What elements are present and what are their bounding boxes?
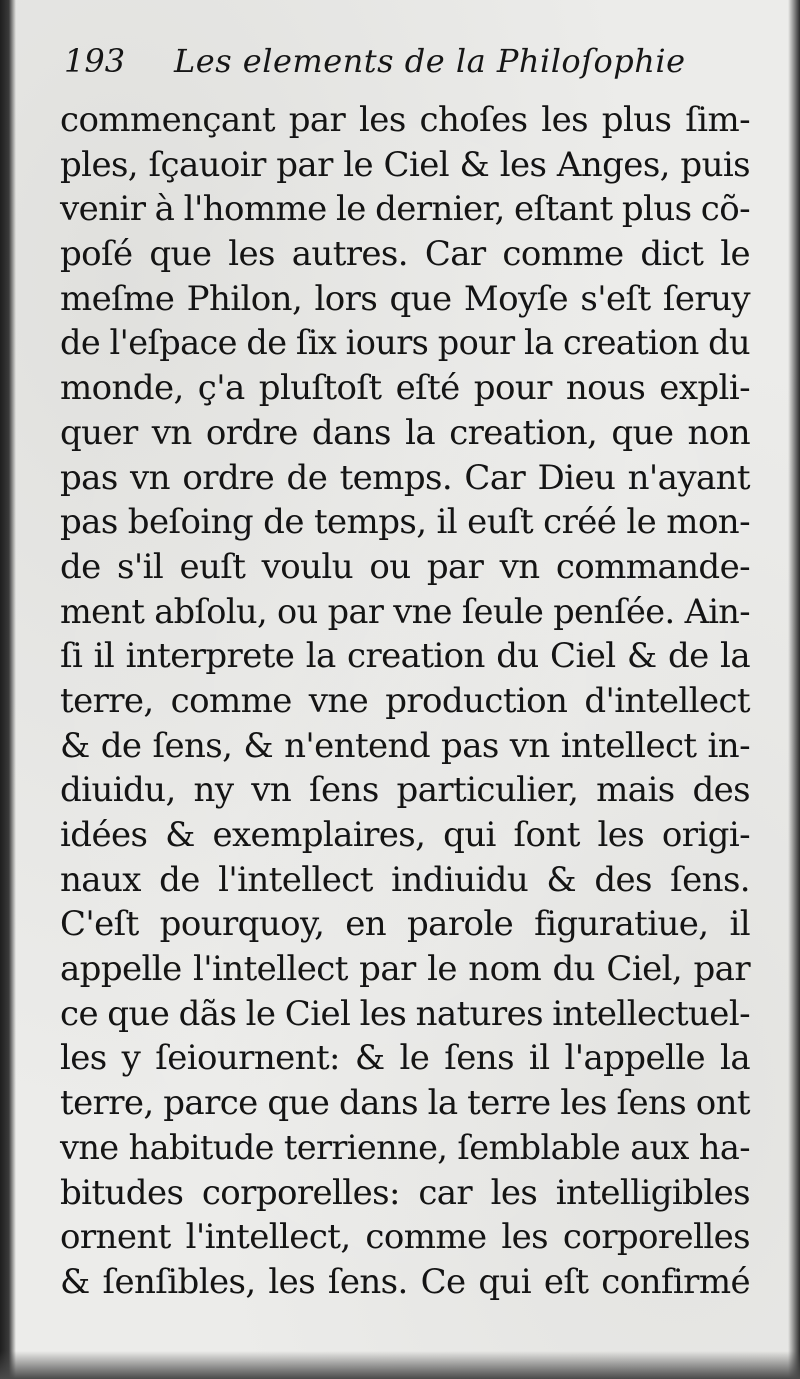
text-line: & de ſens, & n'entend pas vn intellect in- (60, 725, 750, 766)
text-line: meſme Philon, lors que Moyſe s'eſt ſeruy (60, 278, 750, 319)
running-title: Les elements de la Philoſophie (174, 42, 686, 80)
page-number: 193 (64, 42, 126, 80)
text-line: terre, comme vne production d'intellect (60, 680, 750, 721)
text-line: idées & exemplaires, qui ſont les origi- (60, 815, 750, 855)
page-gutter-shadow (0, 0, 16, 1379)
text-line: les y ſeiournent: & le ſens il l'appelle la (60, 1038, 750, 1079)
text-line: C'eſt pourquoy, en parole figuratiue, il (60, 904, 750, 945)
text-line: pas vn ordre de temps. Car Dieu n'ayant (60, 457, 750, 498)
text-line: quer vn ordre dans la creation, que non (60, 412, 750, 453)
text-line: bitudes corporelles: car les intelligibles (60, 1172, 750, 1213)
text-line: pas beſoing de temps, il euſt créé le mon- (60, 502, 750, 543)
text-line: naux de l'intellect indiuidu & des ſens. (60, 859, 750, 900)
text-line: terre, parce que dans la terre les ſens ont (60, 1083, 750, 1124)
body-text (60, 98, 750, 1305)
page-bottom-shadow (0, 1351, 800, 1379)
text-line: ce que dãs le Ciel les natures intellectuel- (60, 993, 750, 1034)
text-line: venir à l'homme le dernier, eſtant plus cõ- (60, 189, 750, 230)
text-line: ples, ſçauoir par le Ciel & les Anges, puis (60, 144, 750, 185)
text-line: ment abſolu, ou par vne ſeule penſée. Ain- (60, 591, 750, 631)
text-line: & ſenſibles, les ſens. Ce qui eſt confirmé (60, 1261, 750, 1302)
text-line: commençant par les choſes les plus ſim- (60, 100, 750, 140)
text-line: ſi il interprete la creation du Ciel & de la (60, 636, 750, 677)
text-line: vne habitude terrienne, ſemblable aux ha- (60, 1127, 750, 1167)
page-edge-shadow (788, 0, 800, 1379)
text-line: diuidu, ny vn ſens particulier, mais des (60, 770, 750, 811)
text-line: appelle l'intellect par le nom du Ciel, par (60, 949, 750, 990)
text-line: ornent l'intellect, comme les corporelles (60, 1217, 750, 1258)
text-line: monde, ç'a pluſtoſt eſté pour nous expli- (60, 368, 750, 409)
text-line: poſé que les autres. Car comme dict le (60, 234, 750, 275)
page-header (64, 42, 764, 88)
text-line: de l'eſpace de ſix iours pour la creation du (60, 323, 750, 363)
text-line: de s'il euſt voulu ou par vn commande- (60, 546, 750, 587)
